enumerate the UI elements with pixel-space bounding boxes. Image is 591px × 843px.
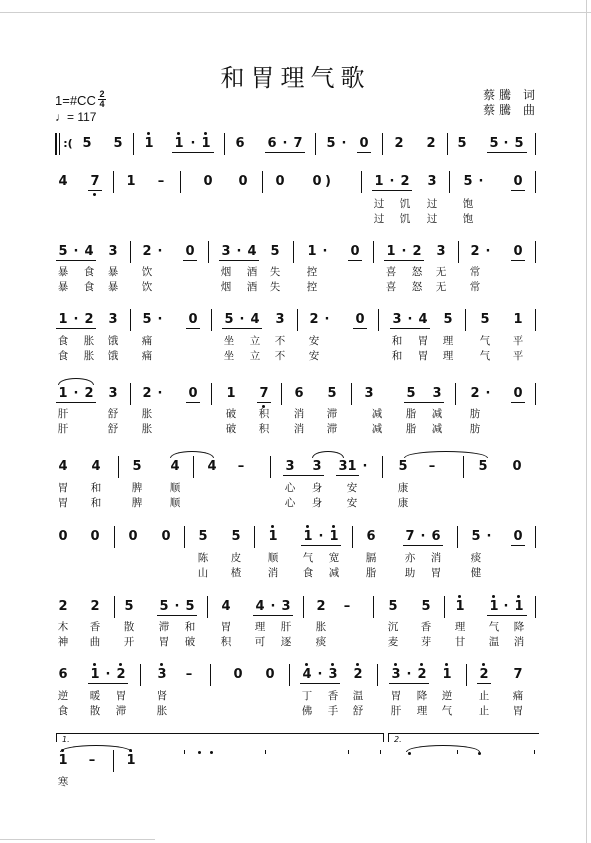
lyricist-credit: 蔡騰 词 (483, 88, 539, 102)
second-ending-number: 2. (394, 735, 402, 744)
song-title: 和胃理气歌 (220, 64, 371, 92)
page-frame-right (586, 0, 591, 843)
first-ending-bracket (56, 733, 384, 742)
tempo-marking: ♩= 117 (55, 110, 97, 124)
key-signature: 1=#CC (55, 93, 96, 108)
page-bottom-line (0, 839, 155, 840)
page-frame-top (0, 0, 591, 13)
composer-credit: 蔡騰 曲 (483, 103, 539, 117)
second-ending-bracket (388, 733, 539, 742)
first-ending-number: 1. (62, 735, 70, 744)
time-signature: 2 4 (99, 89, 105, 109)
